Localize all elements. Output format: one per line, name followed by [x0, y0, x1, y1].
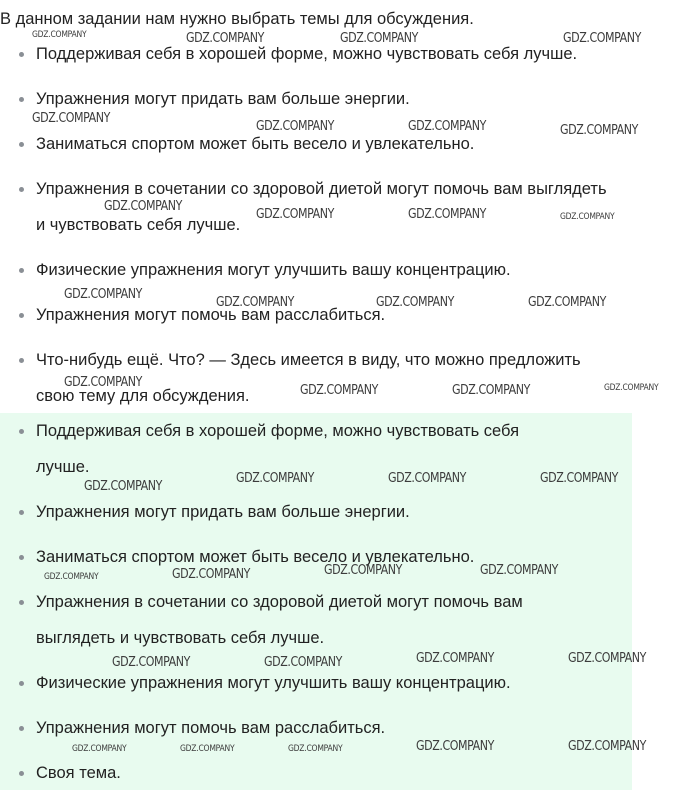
- item-line: Упражнения могут придать вам больше энергии.: [36, 503, 410, 521]
- watermark: GDZ.COMPANY: [560, 212, 615, 222]
- watermark: GDZ.COMPANY: [112, 655, 190, 670]
- item-line: Упражнения могут придать вам больше энергии.: [36, 90, 410, 108]
- item-line: Упражнения в сочетании со здоровой диетой могут помочь вам: [36, 593, 523, 611]
- watermark: GDZ.COMPANY: [376, 295, 454, 310]
- watermark: GDZ.COMPANY: [388, 471, 466, 486]
- watermark: GDZ.COMPANY: [568, 651, 646, 666]
- watermark: GDZ.COMPANY: [452, 383, 530, 398]
- list-two-item-3: [36, 539, 474, 575]
- item-line: Упражнения в сочетании со здоровой диетой могут помочь вам выглядеть: [36, 180, 607, 198]
- list-two-item-5: [36, 665, 511, 701]
- intro-text: В данном задании нам нужно выбрать темы для обсуждения.: [0, 10, 474, 28]
- watermark: GDZ.COMPANY: [180, 744, 235, 754]
- item-line: лучше.: [36, 458, 90, 476]
- list-one-item-6: [36, 297, 385, 333]
- watermark: GDZ.COMPANY: [44, 572, 99, 582]
- watermark: GDZ.COMPANY: [300, 383, 378, 398]
- item-line: Поддерживая себя в хорошей форме, можно чувствовать себя: [36, 422, 520, 440]
- watermark: GDZ.COMPANY: [84, 479, 162, 494]
- watermark: GDZ.COMPANY: [104, 199, 182, 214]
- watermark: GDZ.COMPANY: [32, 30, 87, 40]
- item-line: Своя тема.: [36, 764, 121, 782]
- watermark: GDZ.COMPANY: [256, 207, 334, 222]
- watermark: GDZ.COMPANY: [480, 563, 558, 578]
- watermark: GDZ.COMPANY: [324, 563, 402, 578]
- watermark: GDZ.COMPANY: [216, 295, 294, 310]
- watermark: GDZ.COMPANY: [604, 383, 659, 393]
- watermark: GDZ.COMPANY: [540, 471, 618, 486]
- watermark: GDZ.COMPANY: [416, 651, 494, 666]
- watermark: GDZ.COMPANY: [288, 744, 343, 754]
- watermark: GDZ.COMPANY: [64, 287, 142, 302]
- list-two-item-4: [36, 584, 523, 656]
- item-line: Физические упражнения могут улучшить вашу концентрацию.: [36, 674, 511, 692]
- item-line: Заниматься спортом может быть весело и увлекательно.: [36, 548, 475, 566]
- list-one-item-5: [36, 252, 511, 288]
- watermark: GDZ.COMPANY: [528, 295, 606, 310]
- item-line: Что-нибудь ещё. Что? — Здесь имеется в виду, что можно предложить: [36, 351, 581, 369]
- list-two-item-7: [36, 755, 121, 791]
- item-line: и чувствовать себя лучше.: [36, 216, 241, 234]
- watermark: GDZ.COMPANY: [32, 111, 110, 126]
- watermark: GDZ.COMPANY: [340, 31, 418, 46]
- watermark: GDZ.COMPANY: [264, 655, 342, 670]
- list-one-item-1: [36, 36, 577, 72]
- watermark: GDZ.COMPANY: [72, 744, 127, 754]
- item-line: Поддерживая себя в хорошей форме, можно чувствовать себя лучше.: [36, 45, 578, 63]
- watermark: GDZ.COMPANY: [256, 119, 334, 134]
- list-two-item-2: [36, 494, 410, 530]
- watermark: GDZ.COMPANY: [408, 207, 486, 222]
- watermark: GDZ.COMPANY: [186, 31, 264, 46]
- list-two-item-6: [36, 710, 385, 746]
- item-line: Упражнения могут помочь вам расслабиться.: [36, 306, 386, 324]
- watermark: GDZ.COMPANY: [408, 119, 486, 134]
- item-line: Заниматься спортом может быть весело и увлекательно.: [36, 135, 475, 153]
- item-line: Физические упражнения могут улучшить вашу концентрацию.: [36, 261, 511, 279]
- item-line: Упражнения могут помочь вам расслабиться.: [36, 719, 386, 737]
- item-line: свою тему для обсуждения.: [36, 387, 250, 405]
- item-line: выглядеть и чувствовать себя лучше.: [36, 629, 325, 647]
- watermark: GDZ.COMPANY: [560, 123, 638, 138]
- watermark: GDZ.COMPANY: [416, 739, 494, 754]
- watermark: GDZ.COMPANY: [172, 567, 250, 582]
- watermark: GDZ.COMPANY: [236, 471, 314, 486]
- watermark: GDZ.COMPANY: [568, 739, 646, 754]
- watermark: GDZ.COMPANY: [563, 31, 641, 46]
- watermark: GDZ.COMPANY: [64, 375, 142, 390]
